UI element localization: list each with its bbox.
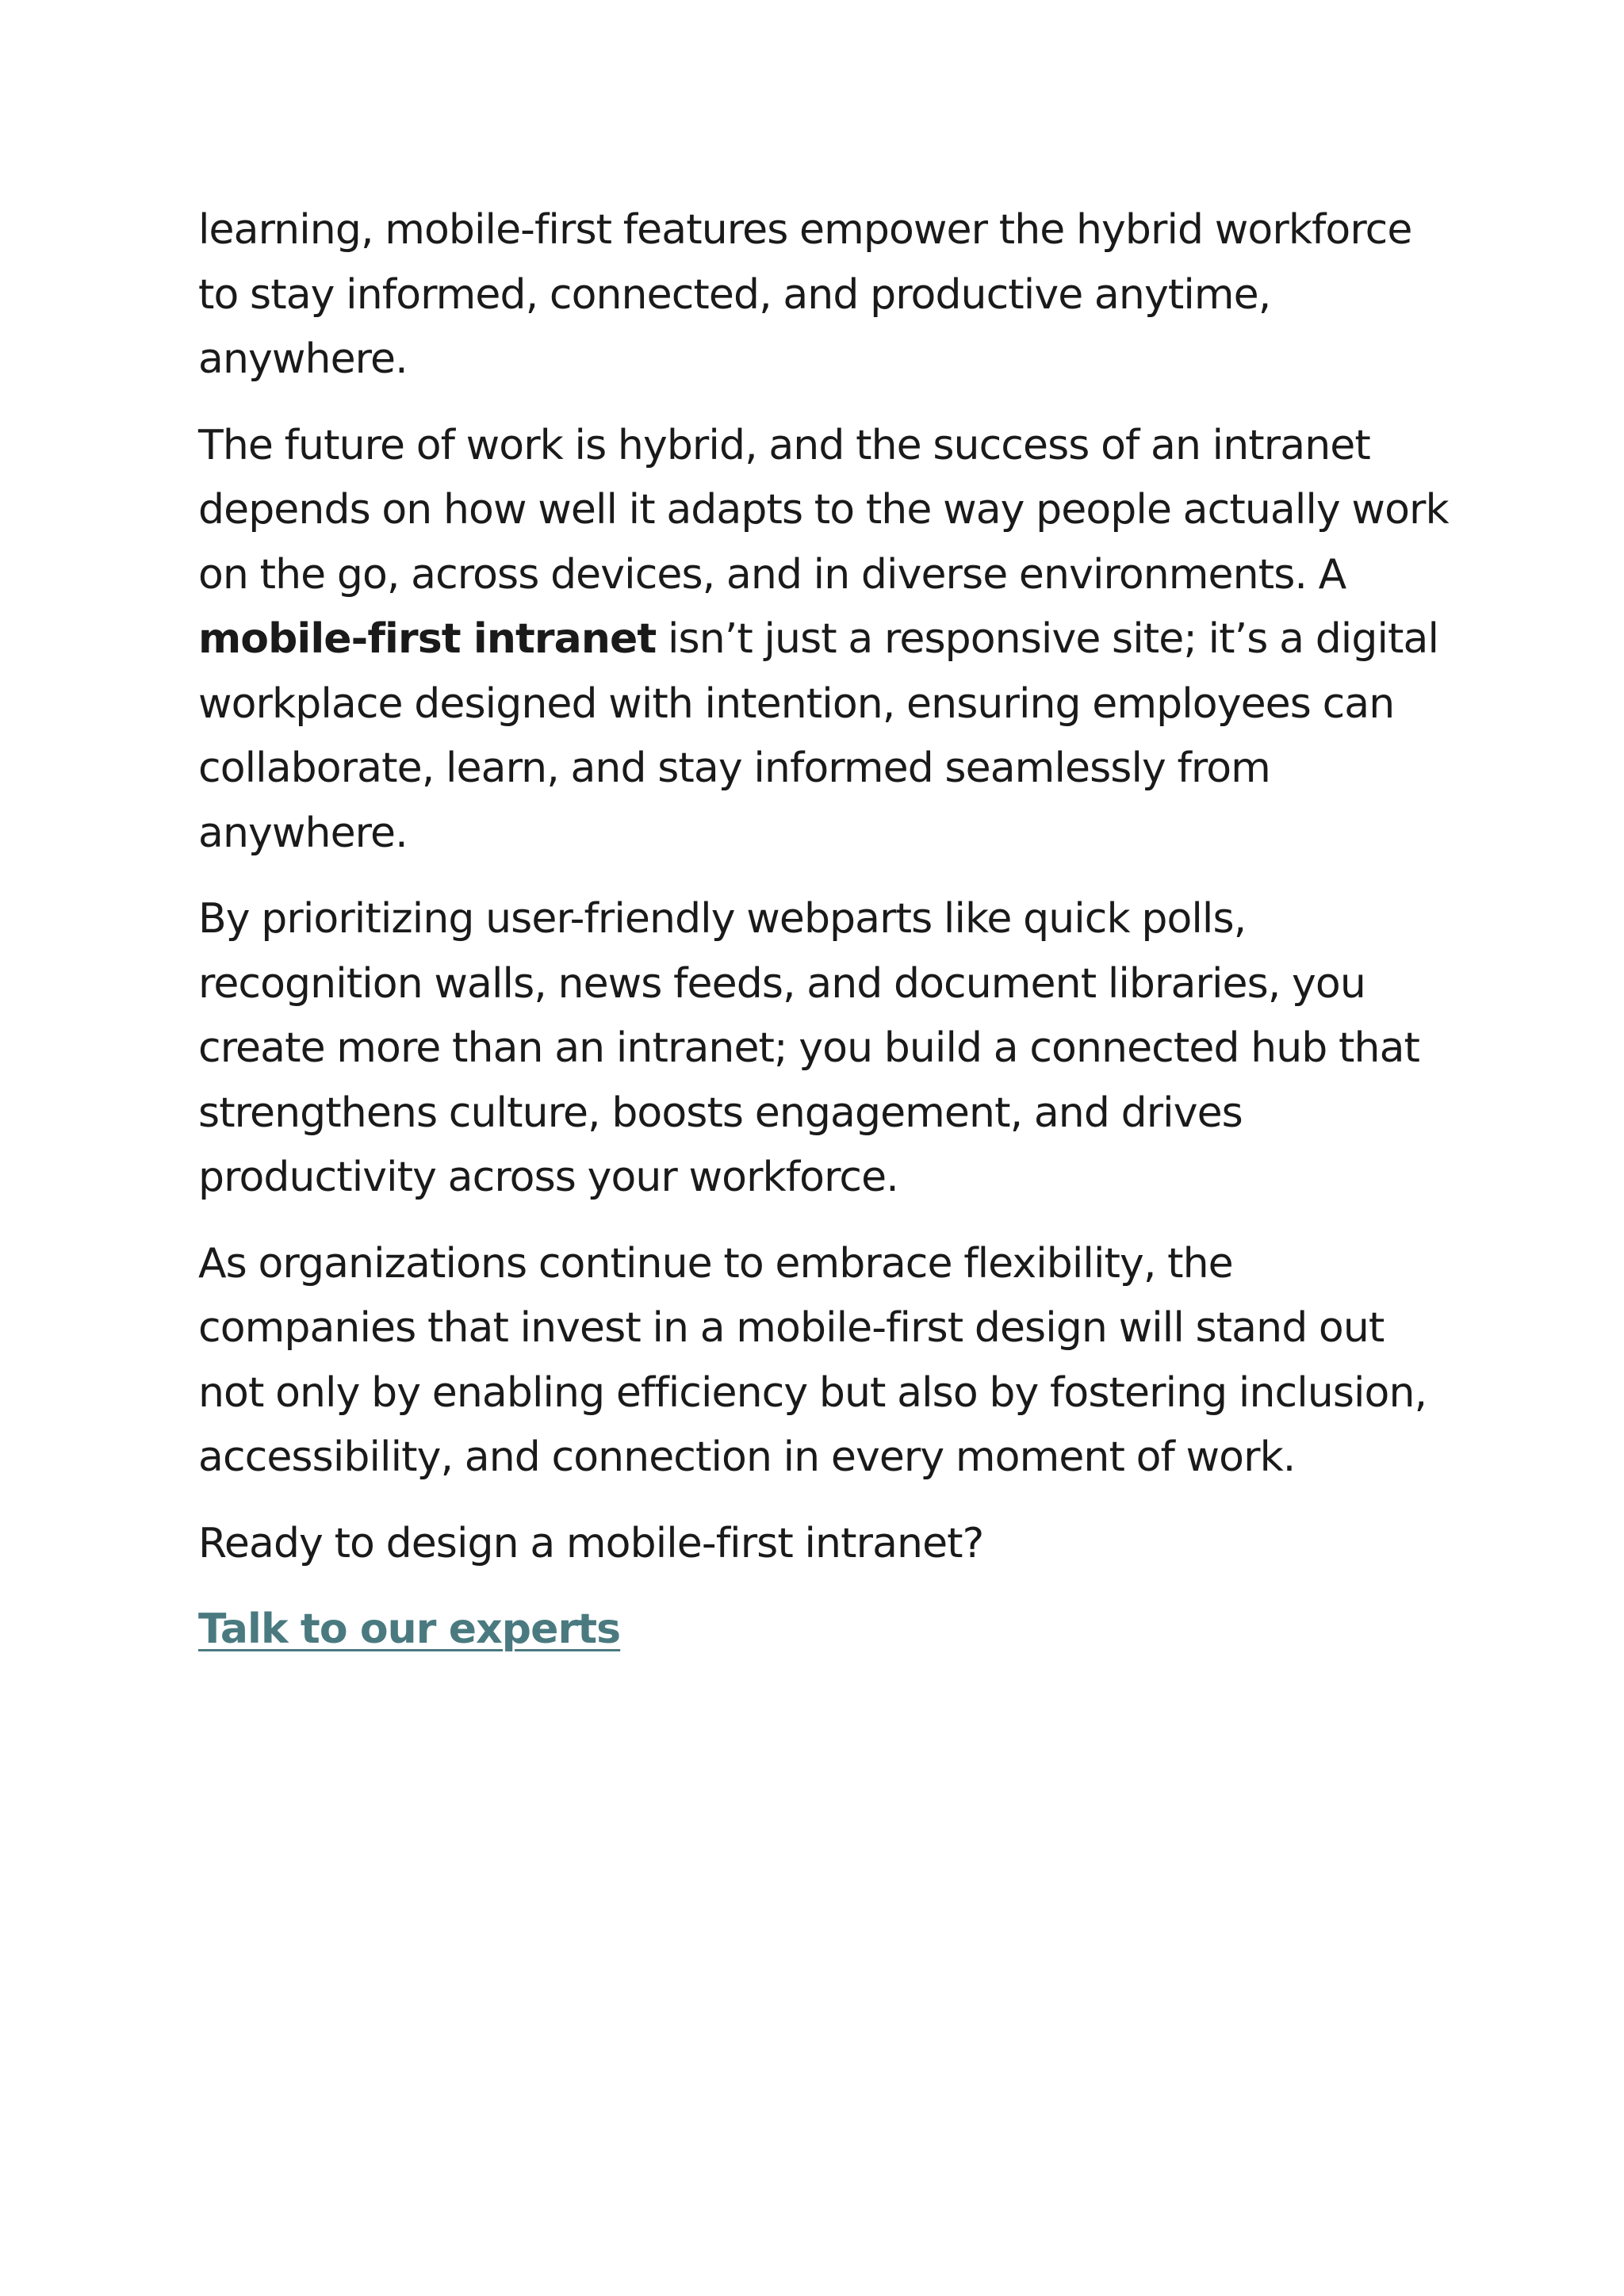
paragraph-future-of-work xyxy=(198,414,1451,867)
document-body xyxy=(198,198,1451,1684)
talk-to-experts-link[interactable]: Talk to our experts xyxy=(198,1605,621,1653)
paragraph-webparts: By prioritizing user-friendly webparts like quick polls, recognition walls, news feeds, and document libraries, you create more than an intranet; you build a connected hub that strengthens culture, boosts engagement, and drives productivity across your workforce. xyxy=(198,895,1420,1201)
paragraph-text-after: isn’t just a responsive site; it’s a digital workplace designed with intention, ensuring employees can collaborate, learn, and stay informed seamlessly from anywhere. xyxy=(198,615,1439,857)
paragraph-text-before: The future of work is hybrid, and the success of an intranet depends on how well it adapts to the way people actually work on the go, across devices, and in diverse environments. A xyxy=(198,421,1449,599)
cta-paragraph xyxy=(198,1598,1451,1663)
paragraph-hybrid-workforce: learning, mobile-first features empower the hybrid workforce to stay informed, connected, and productive anytime, anywhere. xyxy=(198,206,1412,383)
paragraph-flexibility: As organizations continue to embrace flexibility, the companies that invest in a mobile-first design will stand out not only by enabling efficiency but also by fostering inclusion, accessibility, and connection in every moment of work. xyxy=(198,1239,1427,1481)
paragraph-ready-question: Ready to design a mobile-first intranet? xyxy=(198,1519,984,1567)
bold-mobile-first-intranet: mobile-first intranet xyxy=(198,615,657,663)
